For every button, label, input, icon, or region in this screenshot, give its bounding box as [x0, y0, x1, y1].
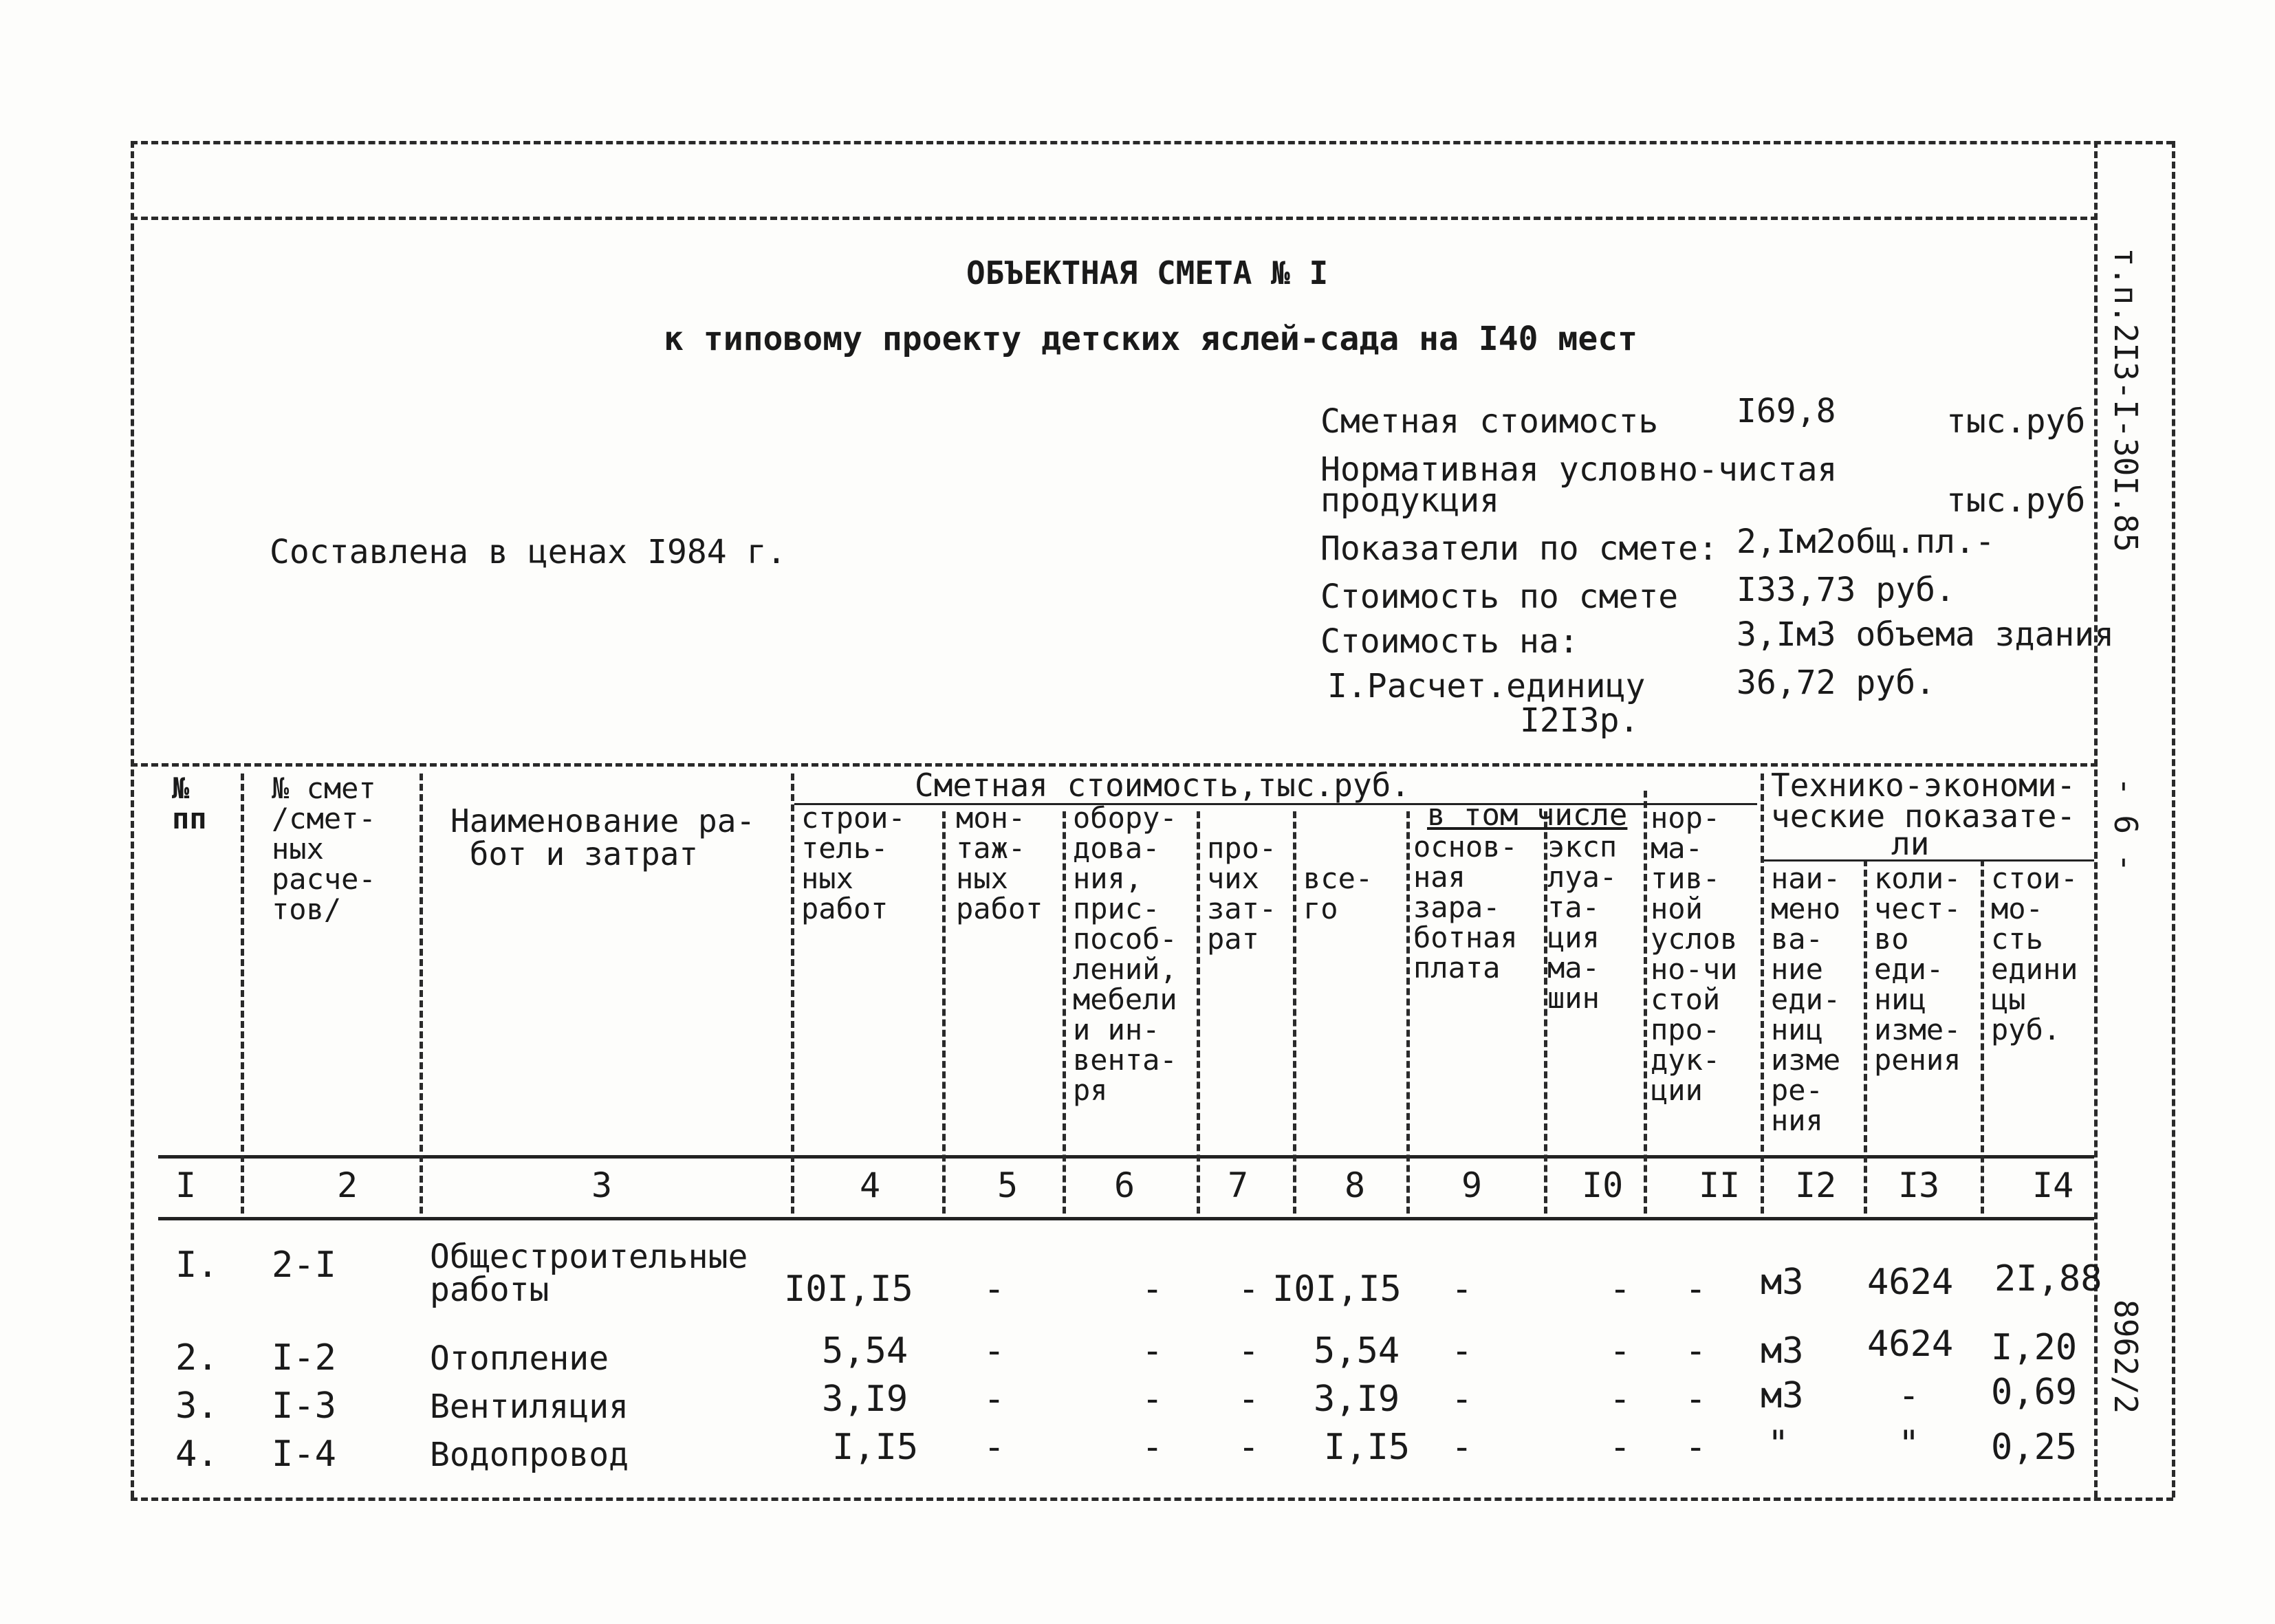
row-installation: -	[983, 1330, 1005, 1372]
row-construction: 5,54	[822, 1330, 908, 1372]
cost-per-value: 3,Iм3 объема здания	[1737, 615, 2115, 654]
row-other: -	[1238, 1379, 1260, 1420]
tech-header-1: Технико-экономи-	[1771, 767, 2076, 804]
row-unit-cost: 0,25	[1991, 1427, 2078, 1468]
col-num-7: 7	[1228, 1165, 1249, 1205]
row-total: I,I5	[1324, 1427, 1411, 1468]
frame-inner-top	[131, 217, 2098, 220]
cost-by-estimate-value: I33,73 руб.	[1737, 571, 1955, 609]
row-other: -	[1238, 1269, 1260, 1310]
row-normative: -	[1685, 1330, 1707, 1372]
row-construction: I0I,I5	[784, 1269, 913, 1310]
col-header-3: Наименование ра- бот и затрат	[450, 802, 756, 873]
col-num-12: I2	[1795, 1165, 1837, 1205]
col-sep-6	[1197, 811, 1200, 1214]
row-construction: I,I5	[832, 1427, 919, 1468]
col-num-1: I	[175, 1165, 197, 1205]
col-sep-2	[420, 773, 423, 1214]
row-installation: -	[983, 1427, 1005, 1468]
col-num-8: 8	[1345, 1165, 1366, 1205]
normative-label-2: продукция	[1320, 481, 1500, 520]
row-number: I.	[175, 1244, 219, 1286]
row-other: -	[1238, 1427, 1260, 1468]
col-sep-10	[1644, 791, 1647, 1214]
cost-by-estimate-label: Стоимость по смете	[1320, 578, 1679, 616]
col-num-10: I0	[1582, 1165, 1624, 1205]
col-header-9: основ- ная зара- ботная плата	[1413, 830, 1518, 985]
col-sep-3	[791, 773, 794, 1214]
row-code: I-3	[272, 1385, 336, 1427]
row-unit: м3	[1761, 1375, 1804, 1416]
table-header-rule	[158, 1155, 2094, 1159]
col-num-9: 9	[1461, 1165, 1483, 1205]
row-other: -	[1238, 1330, 1260, 1372]
row-quantity: 4624	[1867, 1262, 1954, 1303]
row-machines: -	[1609, 1379, 1631, 1420]
row-unit: "	[1767, 1423, 1789, 1464]
indicators-value: 2,Iм2общ.пл.-	[1737, 523, 1995, 561]
col-header-4: строи- тель- ных работ	[801, 801, 906, 925]
col-sep-7	[1293, 811, 1296, 1214]
col-header-10: эксп луа- та- ция ма- шин	[1547, 830, 1618, 1015]
col-sep-5	[1063, 811, 1066, 1214]
row-machines: -	[1609, 1269, 1631, 1310]
tech-header-2: ческие показате-	[1771, 798, 2076, 835]
row-normative: -	[1685, 1269, 1707, 1310]
col-sep-1	[241, 773, 244, 1214]
document-subtitle: к типовому проекту детских яслей-сада на I40 мест	[664, 320, 1638, 358]
col-num-3: 3	[591, 1165, 613, 1205]
row-equipment: -	[1142, 1269, 1164, 1310]
row-total: 5,54	[1314, 1330, 1400, 1372]
row-wages: -	[1451, 1427, 1473, 1468]
row-number: 2.	[175, 1337, 219, 1379]
doc-code: т.п.2I3-I-30I.85	[2107, 248, 2144, 553]
normative-label-1: Нормативная условно-чистая	[1320, 450, 1838, 489]
row-code: I-2	[272, 1337, 336, 1379]
col-header-11: нор- ма- тив- ной услов но-чи стой про- дук- ции	[1651, 801, 1738, 1107]
col-num-11: II	[1699, 1165, 1741, 1205]
row-wages: -	[1451, 1269, 1473, 1310]
row-normative: -	[1685, 1379, 1707, 1420]
col-sep-13	[1981, 859, 1984, 1214]
frame-right-outer	[2172, 141, 2175, 1497]
col-sep-4	[942, 811, 946, 1214]
row-installation: -	[983, 1379, 1005, 1420]
col-sep-12	[1864, 859, 1867, 1214]
row-installation: -	[983, 1269, 1005, 1310]
row-quantity: -	[1898, 1375, 1920, 1416]
col-header-1: № пп	[172, 771, 207, 835]
row-wages: -	[1451, 1330, 1473, 1372]
row-machines: -	[1609, 1427, 1631, 1468]
frame-bottom	[131, 1497, 2173, 1501]
sheet-code: 8962/2	[2107, 1299, 2144, 1414]
frame-left	[131, 141, 134, 1497]
in-total-header: в том числе	[1427, 798, 1628, 833]
row-name: Водопровод	[430, 1436, 629, 1474]
document-title: ОБЪЕКТНАЯ СМЕТА № I	[966, 254, 1329, 292]
col-header-14: стои- мо- сть едини цы руб.	[1991, 862, 2078, 1046]
table-colnum-rule	[158, 1217, 2094, 1220]
row-quantity: 4624	[1867, 1324, 1954, 1365]
col-header-12: наи- мено ва- ние еди- ниц изме ре- ния	[1771, 862, 1841, 1137]
col-header-5: мон- таж- ных работ	[956, 801, 1043, 925]
calc-unit-label-1: I.Расчет.единицу	[1327, 667, 1646, 705]
col-sep-8	[1406, 811, 1410, 1214]
row-unit: м3	[1761, 1262, 1804, 1303]
frame-top	[131, 141, 2173, 144]
col-num-13: I3	[1898, 1165, 1940, 1205]
row-machines: -	[1609, 1330, 1631, 1372]
row-construction: 3,I9	[822, 1379, 908, 1420]
row-normative: -	[1685, 1427, 1707, 1468]
row-equipment: -	[1142, 1427, 1164, 1468]
col-header-13: коли- чест- во еди- ниц изме- рения	[1874, 862, 1961, 1077]
row-code: I-4	[272, 1434, 336, 1475]
col-num-5: 5	[997, 1165, 1019, 1205]
row-unit-cost: 0,69	[1991, 1372, 2078, 1413]
row-name-cont: работы	[430, 1271, 549, 1309]
row-equipment: -	[1142, 1330, 1164, 1372]
page-number: - 6 -	[2107, 777, 2144, 873]
tech-header-3: ли	[1891, 825, 1930, 862]
row-unit-cost: 2I,88	[1994, 1258, 2102, 1299]
row-total: 3,I9	[1314, 1379, 1400, 1420]
row-name: Вентиляция	[430, 1387, 629, 1426]
col-sep-11	[1761, 773, 1764, 1214]
row-quantity: "	[1898, 1423, 1920, 1464]
row-number: 4.	[175, 1434, 219, 1475]
row-code: 2-I	[272, 1244, 336, 1286]
row-name: Отопление	[430, 1339, 609, 1378]
col-num-2: 2	[337, 1165, 358, 1205]
group-cost-header: Сметная стоимость,тыс.руб.	[915, 767, 1411, 804]
estimated-cost-label: Сметная стоимость	[1320, 402, 1659, 441]
col-header-8: все- го	[1303, 862, 1373, 925]
row-unit: м3	[1761, 1330, 1804, 1372]
col-header-7: про- чих зат- рат	[1207, 831, 1277, 956]
normative-unit: тыс.руб	[1946, 481, 2086, 520]
col-num-6: 6	[1114, 1165, 1135, 1205]
row-number: 3.	[175, 1385, 219, 1427]
row-equipment: -	[1142, 1379, 1164, 1420]
row-unit-cost: I,20	[1991, 1327, 2078, 1368]
row-wages: -	[1451, 1379, 1473, 1420]
col-num-4: 4	[860, 1165, 881, 1205]
cost-per-label: Стоимость на:	[1320, 622, 1579, 661]
row-total: I0I,I5	[1272, 1269, 1402, 1310]
col-header-6: обору- дова- ния, прис- пособ- лений, мебели и ин- вента- ря	[1073, 801, 1177, 1107]
calc-unit-label-2: I2I3р.	[1520, 701, 1640, 740]
col-num-14: I4	[2032, 1165, 2074, 1205]
prices-note: Составлена в ценах I984 г.	[270, 533, 787, 571]
calc-unit-value: 36,72 руб.	[1737, 663, 1935, 702]
estimated-cost-unit: тыс.руб	[1946, 402, 2086, 441]
estimated-cost-value: I69,8	[1737, 392, 1836, 430]
col-header-2: № смет /смет- ных расче- тов/	[272, 771, 376, 926]
row-name: Общестроительные	[430, 1238, 748, 1276]
indicators-label: Показатели по смете:	[1320, 529, 1718, 568]
